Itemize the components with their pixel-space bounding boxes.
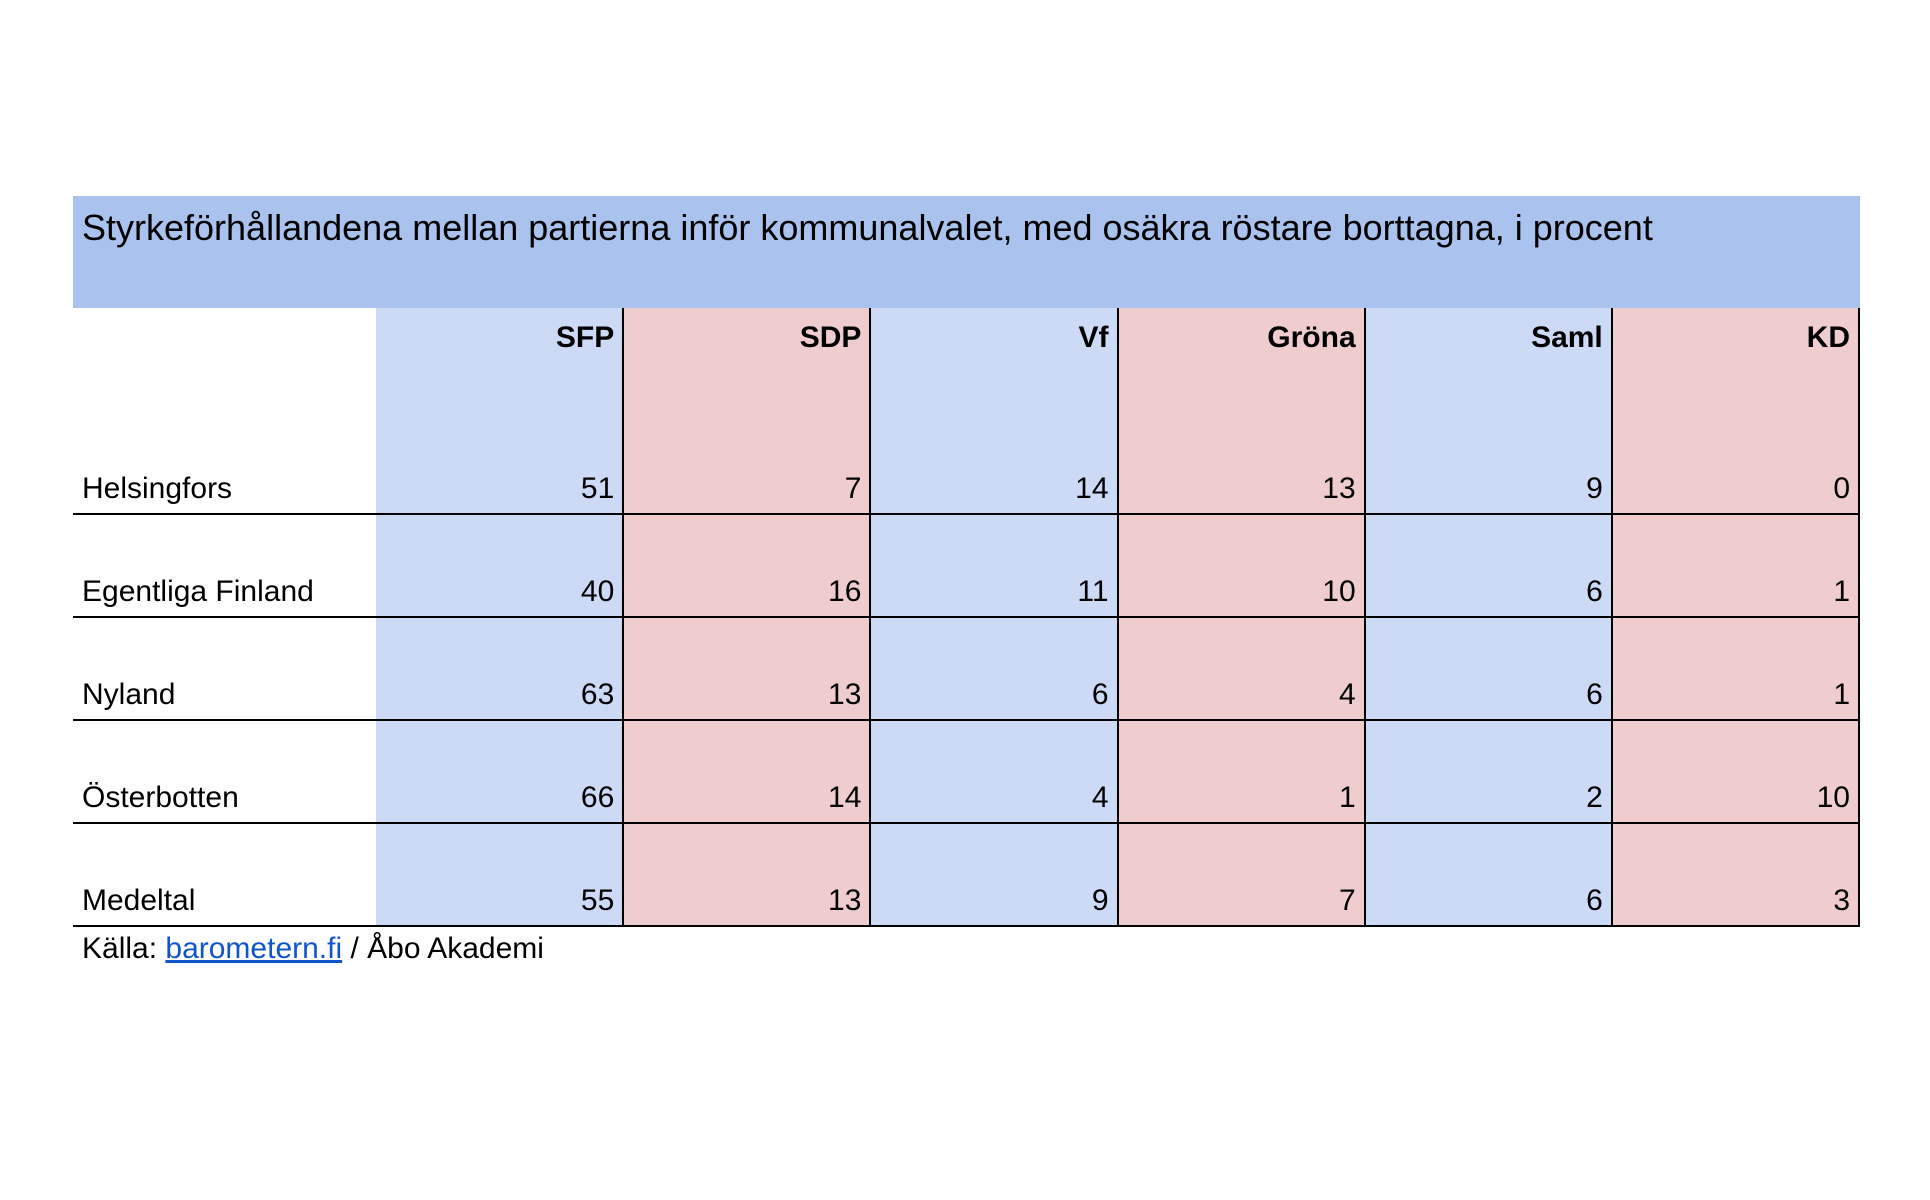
source-link[interactable]: barometern.fi (165, 932, 343, 965)
table-cell-value: 13 (1118, 411, 1365, 514)
table-cell-value: 14 (870, 411, 1117, 514)
row-label: Österbotten (73, 720, 376, 823)
table-cell-value: 6 (1365, 823, 1612, 926)
source-suffix: / Åbo Akademi (342, 932, 544, 965)
table-cell-value: 10 (1118, 514, 1365, 617)
table-cell-value: 6 (1365, 617, 1612, 720)
table-cell-value: 10 (1612, 720, 1859, 823)
table-cell-value: 40 (376, 514, 623, 617)
table-cell-value: 1 (1612, 514, 1859, 617)
row-label: Nyland (73, 617, 376, 720)
column-header-saml: Saml (1365, 308, 1612, 411)
column-header-grona: Gröna (1118, 308, 1365, 411)
table-cell-value: 11 (870, 514, 1117, 617)
table-cell-value: 13 (623, 617, 870, 720)
table-cell-value: 7 (1118, 823, 1365, 926)
header-row (73, 308, 1859, 411)
table-cell-value: 4 (1118, 617, 1365, 720)
row-label: Medeltal (73, 823, 376, 926)
table-cell-value: 66 (376, 720, 623, 823)
table-cell-value: 1 (1118, 720, 1365, 823)
table-cell-value: 1 (1612, 617, 1859, 720)
column-header-vf: Vf (870, 308, 1117, 411)
table-cell-value: 9 (870, 823, 1117, 926)
table-cell-value: 9 (1365, 411, 1612, 514)
column-header-kd: KD (1612, 308, 1859, 411)
column-header-sfp: SFP (376, 308, 623, 411)
table-row (73, 823, 1859, 926)
table-cell-value: 2 (1365, 720, 1612, 823)
table-row (73, 411, 1859, 514)
table-cell-value: 63 (376, 617, 623, 720)
table-cell-value: 7 (623, 411, 870, 514)
table-cell-value: 6 (870, 617, 1117, 720)
table-row (73, 514, 1859, 617)
row-label: Egentliga Finland (73, 514, 376, 617)
row-label: Helsingfors (73, 411, 376, 514)
data-table (73, 308, 1860, 927)
source-prefix: Källa: (82, 932, 166, 965)
table-row (73, 720, 1859, 823)
table-body (73, 411, 1859, 926)
table-row (73, 617, 1859, 720)
header-corner (73, 308, 376, 411)
table-cell-value: 51 (376, 411, 623, 514)
table-cell-value: 14 (623, 720, 870, 823)
table-cell-value: 3 (1612, 823, 1859, 926)
table-cell-value: 4 (870, 720, 1117, 823)
source-line (82, 932, 544, 966)
table-cell-value: 55 (376, 823, 623, 926)
table-cell-value: 13 (623, 823, 870, 926)
table-cell-value: 16 (623, 514, 870, 617)
table-cell-value: 6 (1365, 514, 1612, 617)
table-title: Styrkeförhållandena mellan partierna inför kommunalvalet, med osäkra röstare borttagna, i procent (73, 196, 1860, 308)
column-header-sdp: SDP (623, 308, 870, 411)
table-cell-value: 0 (1612, 411, 1859, 514)
